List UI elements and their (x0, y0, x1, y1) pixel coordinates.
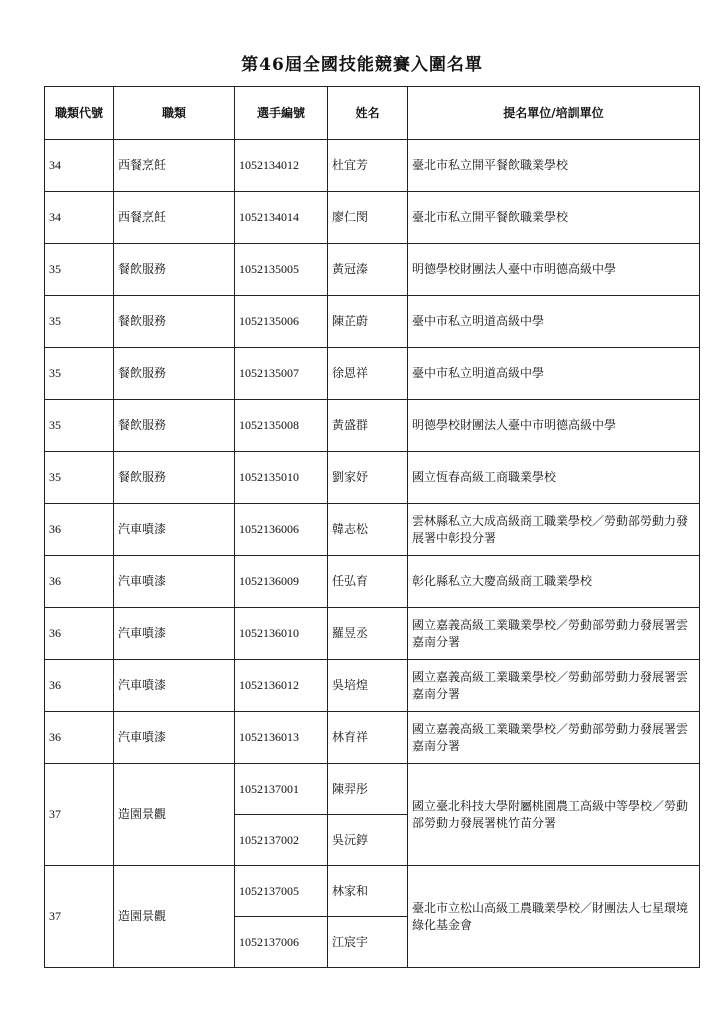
cell-name: 林育祥 (328, 712, 408, 764)
cell-name: 徐恩祥 (328, 348, 408, 400)
cell-code: 37 (45, 764, 114, 866)
cell-name: 陳羿彤 (328, 764, 408, 815)
table-row (45, 192, 700, 244)
cell-job: 汽車噴漆 (114, 712, 235, 764)
cell-unit: 彰化縣私立大慶高級商工職業學校 (408, 556, 700, 608)
cell-number: 1052136006 (235, 504, 328, 556)
cell-number: 1052134012 (235, 140, 328, 192)
cell-name: 任弘育 (328, 556, 408, 608)
cell-code: 35 (45, 348, 114, 400)
cell-name: 林家和 (328, 866, 408, 917)
cell-unit: 雲林縣私立大成高級商工職業學校／勞動部勞動力發展署中彰投分署 (408, 504, 700, 556)
cell-name: 廖仁閔 (328, 192, 408, 244)
cell-unit: 臺中市私立明道高級中學 (408, 296, 700, 348)
header-unit: 提名單位/培訓單位 (408, 87, 700, 140)
cell-name: 陳芷蔚 (328, 296, 408, 348)
cell-unit: 國立嘉義高級工業職業學校／勞動部勞動力發展署雲嘉南分署 (408, 660, 700, 712)
table-row (45, 296, 700, 348)
cell-code: 35 (45, 452, 114, 504)
cell-name: 黃冠溱 (328, 244, 408, 296)
cell-code: 35 (45, 296, 114, 348)
cell-unit: 臺中市私立明道高級中學 (408, 348, 700, 400)
cell-number: 1052134014 (235, 192, 328, 244)
cell-job: 西餐烹飪 (114, 140, 235, 192)
table-row (45, 504, 700, 556)
header-name: 姓名 (328, 87, 408, 140)
table-row (45, 452, 700, 504)
cell-name: 黃盛群 (328, 400, 408, 452)
header-job: 職類 (114, 87, 235, 140)
table-row (45, 712, 700, 764)
cell-code: 36 (45, 660, 114, 712)
cell-name: 吳培煌 (328, 660, 408, 712)
cell-unit: 明德學校財團法人臺中市明德高級中學 (408, 400, 700, 452)
table-row (45, 866, 700, 917)
cell-job: 汽車噴漆 (114, 556, 235, 608)
cell-unit: 臺北市立松山高級工農職業學校／財團法人七星環境綠化基金會 (408, 866, 700, 968)
cell-name: 羅昱丞 (328, 608, 408, 660)
cell-job: 餐飲服務 (114, 244, 235, 296)
cell-name: 杜宜芳 (328, 140, 408, 192)
table-row (45, 660, 700, 712)
cell-name: 江宸宇 (328, 917, 408, 968)
cell-unit: 國立臺北科技大學附屬桃園農工高級中等學校／勞動部勞動力發展署桃竹苗分署 (408, 764, 700, 866)
table-row (45, 244, 700, 296)
cell-code: 34 (45, 192, 114, 244)
cell-number: 1052136013 (235, 712, 328, 764)
cell-number: 1052135008 (235, 400, 328, 452)
header-row (45, 87, 700, 140)
cell-number: 1052135005 (235, 244, 328, 296)
cell-number: 1052136010 (235, 608, 328, 660)
cell-unit: 國立嘉義高級工業職業學校／勞動部勞動力發展署雲嘉南分署 (408, 608, 700, 660)
cell-name: 韓志松 (328, 504, 408, 556)
cell-number: 1052137006 (235, 917, 328, 968)
cell-job: 汽車噴漆 (114, 504, 235, 556)
table-row (45, 608, 700, 660)
cell-code: 35 (45, 400, 114, 452)
cell-code: 34 (45, 140, 114, 192)
page-title: 第46屆全國技能競賽入圍名單 (241, 55, 483, 75)
table-row (45, 140, 700, 192)
cell-job: 餐飲服務 (114, 452, 235, 504)
table-row (45, 556, 700, 608)
cell-code: 37 (45, 866, 114, 968)
cell-unit: 國立恆春高級工商職業學校 (408, 452, 700, 504)
cell-code: 35 (45, 244, 114, 296)
cell-number: 1052135006 (235, 296, 328, 348)
cell-job: 造園景觀 (114, 866, 235, 968)
cell-job: 汽車噴漆 (114, 660, 235, 712)
cell-name: 劉家妤 (328, 452, 408, 504)
cell-job: 汽車噴漆 (114, 608, 235, 660)
cell-code: 36 (45, 712, 114, 764)
cell-number: 1052135010 (235, 452, 328, 504)
cell-job: 西餐烹飪 (114, 192, 235, 244)
header-code: 職類代號 (45, 87, 114, 140)
table-row (45, 348, 700, 400)
cell-name: 吳沅錞 (328, 815, 408, 866)
table-row (45, 400, 700, 452)
cell-number: 1052136009 (235, 556, 328, 608)
cell-job: 餐飲服務 (114, 348, 235, 400)
cell-number: 1052137002 (235, 815, 328, 866)
cell-code: 36 (45, 556, 114, 608)
cell-number: 1052137001 (235, 764, 328, 815)
cell-code: 36 (45, 608, 114, 660)
cell-unit: 臺北市私立開平餐飲職業學校 (408, 140, 700, 192)
roster-table (44, 86, 700, 968)
table-row (45, 764, 700, 815)
cell-job: 造園景觀 (114, 764, 235, 866)
cell-unit: 國立嘉義高級工業職業學校／勞動部勞動力發展署雲嘉南分署 (408, 712, 700, 764)
cell-unit: 明德學校財團法人臺中市明德高級中學 (408, 244, 700, 296)
header-number: 選手編號 (235, 87, 328, 140)
cell-number: 1052135007 (235, 348, 328, 400)
cell-unit: 臺北市私立開平餐飲職業學校 (408, 192, 700, 244)
cell-number: 1052136012 (235, 660, 328, 712)
cell-number: 1052137005 (235, 866, 328, 917)
cell-job: 餐飲服務 (114, 400, 235, 452)
cell-code: 36 (45, 504, 114, 556)
cell-job: 餐飲服務 (114, 296, 235, 348)
